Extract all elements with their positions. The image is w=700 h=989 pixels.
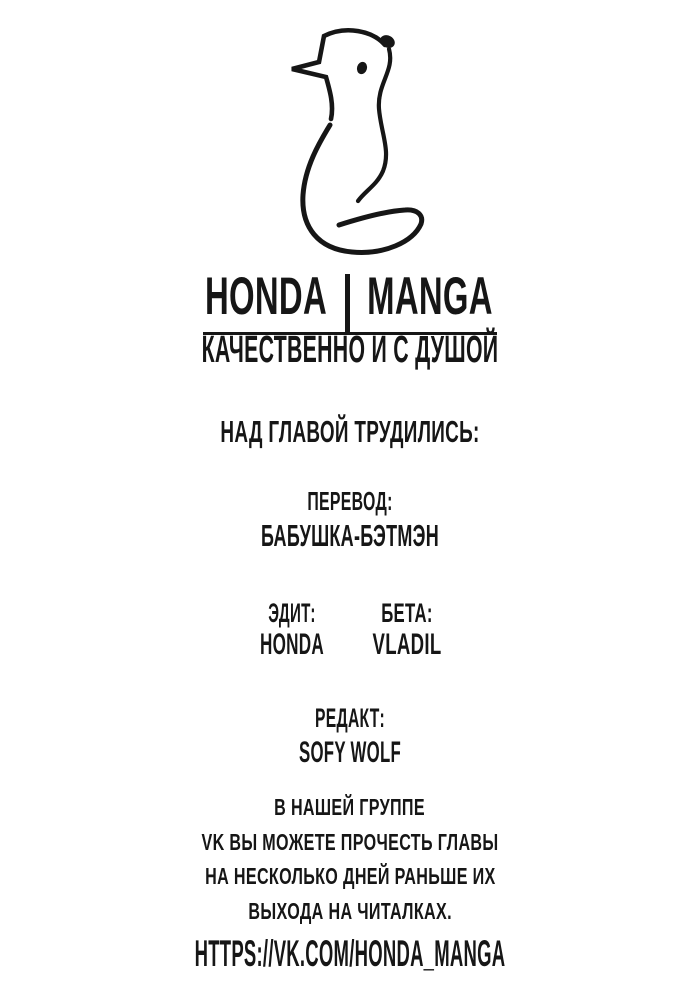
wordmark-right xyxy=(329,267,532,326)
vk-note-line xyxy=(138,827,562,862)
edit-label xyxy=(250,600,335,627)
fox-nose xyxy=(378,33,397,51)
translation-value xyxy=(197,520,504,551)
tagline xyxy=(85,331,615,369)
vk-url-text: HTTPS://VK.COM/HONDA_MANGA xyxy=(194,933,506,974)
fox-tail-line xyxy=(303,125,422,252)
vk-note-line1-text: В НАШЕЙ ГРУППЕ xyxy=(274,794,426,820)
vk-url xyxy=(39,935,660,972)
edit-value-text: HONDA xyxy=(259,628,325,661)
wordmark-left-text: HONDA xyxy=(204,267,328,326)
edit-label-text: ЭДИТ: xyxy=(268,598,316,628)
edit-value xyxy=(236,630,349,660)
translation-label xyxy=(280,488,420,514)
redact-value-text: SOFY WOLF xyxy=(298,736,402,769)
beta-label-text: БЕТА: xyxy=(381,598,433,628)
beta-value xyxy=(351,630,462,660)
vk-note xyxy=(138,792,562,931)
credits-heading-text: НАД ГЛАВОЙ ТРУДИЛИСЬ: xyxy=(220,414,480,449)
fox-eye xyxy=(356,61,369,76)
translation-label-text: ПЕРЕВОД: xyxy=(307,486,393,516)
beta-label xyxy=(365,600,448,627)
tagline-text: КАЧЕСТВЕННО И С ДУШОЙ xyxy=(201,329,499,371)
translation-value-text: БАБУШКА-БЭТМЭН xyxy=(261,518,439,553)
vk-note-line2-text: VK ВЫ МОЖЕТЕ ПРОЧЕСТЬ ГЛАВЫ xyxy=(201,828,499,855)
fox-head-outline xyxy=(292,30,385,119)
redact-label-text: РЕДАКТ: xyxy=(315,703,385,733)
vk-note-line xyxy=(138,896,562,931)
vk-note-line4-text: ВЫХОДА НА ЧИТАЛКАХ. xyxy=(248,898,452,925)
fox-logo-icon xyxy=(270,18,440,260)
vk-note-line3-text: НА НЕСКОЛЬКО ДНЕЙ РАНЬШЕ ИХ xyxy=(204,863,496,890)
wordmark-right-text: MANGA xyxy=(367,267,493,326)
redact-value xyxy=(259,738,441,768)
vk-note-line xyxy=(138,861,562,896)
beta-value-text: VLADIL xyxy=(372,628,442,661)
credits-heading xyxy=(138,416,563,447)
vk-note-line xyxy=(138,792,562,827)
redact-label xyxy=(290,705,411,732)
